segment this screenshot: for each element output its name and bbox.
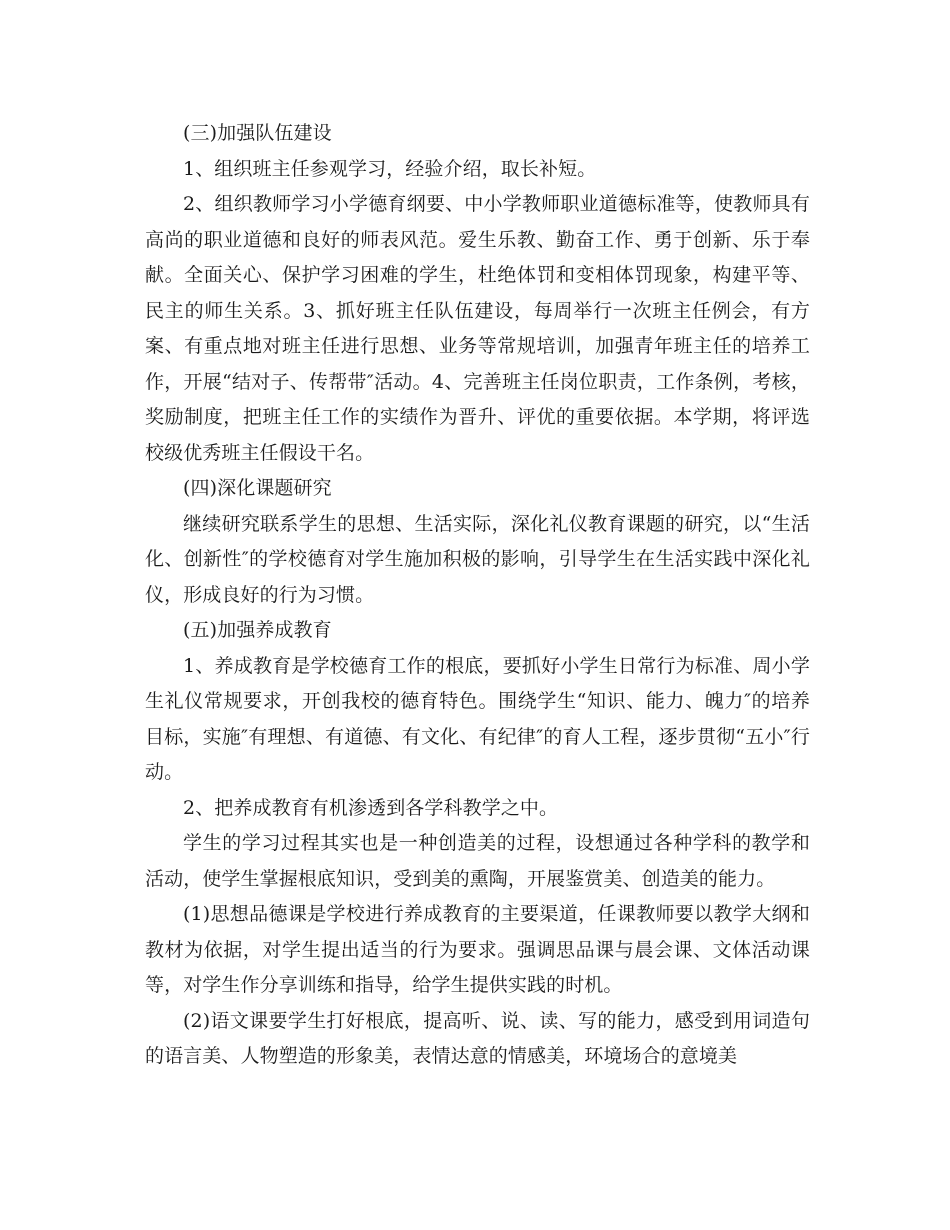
paragraph: (2)语文课要学生打好根底，提高听、说、读、写的能力，感受到用词造句的语言美、人物塑造的形象美，表情达意的情感美，环境场合的意境美 <box>145 1009 810 1067</box>
heading-research: (四)深化课题研究 <box>183 477 332 499</box>
paragraph: 继续研究联系学生的思想、生活实际，深化礼仪教育课题的研究，以“生活化、创新性″的学校德育对学生施加积极的影响，引导学生在生活实践中深化礼仪，形成良好的行为习惯。 <box>145 512 810 606</box>
paragraph: 2、把养成教育有机渗透到各学科教学之中。 <box>183 796 559 819</box>
document-body <box>145 116 810 1075</box>
paragraph: 1、组织班主任参观学习，经验介绍，取长补短。 <box>183 157 597 180</box>
paragraph: (1)思想品德课是学校进行养成教育的主要渠道，任课教师要以教学大纲和教材为依据，对学生提出适当的行为要求。强调思品课与晨会课、文体活动课等，对学生作分享训练和指导，给学生提供实践的时机。 <box>145 903 810 996</box>
heading-team-building: (三)加强队伍建设 <box>183 122 332 144</box>
paragraph: 1、养成教育是学校德育工作的根底，要抓好小学生日常行为标准、周小学生礼仪常规要求，开创我校的德育特色。围绕学生“知识、能力、魄力″的培养目标，实施″有理想、有道德、有文化、有纪律″的育人工程，逐步贯彻“五小″行动。 <box>145 654 810 783</box>
heading-habit-education: (五)加强养成教育 <box>183 619 332 641</box>
paragraph: 2、组织教师学习小学德育纲要、中小学教师职业道德标准等，使教师具有高尚的职业道德和良好的师表风范。爱生乐教、勤奋工作、勇于创新、乐于奉献。全面关心、保护学习困难的学生，杜绝体罚和变相体罚现象，构建平等、民主的师生关系。3、抓好班主任队伍建设，每周举行一次班主任例会，有方案、有重点地对班主任进行思想、业务等常规培训，加强青年班主任的培养工作，开展“结对子、传帮带″活动。4、完善班主任岗位职责，工作条例，考核，奖励制度，把班主任工作的实绩作为晋升、评优的重要依据。本学期，将评选校级优秀班主任假设干名。 <box>145 193 810 464</box>
paragraph: 学生的学习过程其实也是一种创造美的过程，设想通过各种学科的教学和活动，使学生掌握根底知识，受到美的熏陶，开展鉴赏美、创造美的能力。 <box>145 832 810 890</box>
